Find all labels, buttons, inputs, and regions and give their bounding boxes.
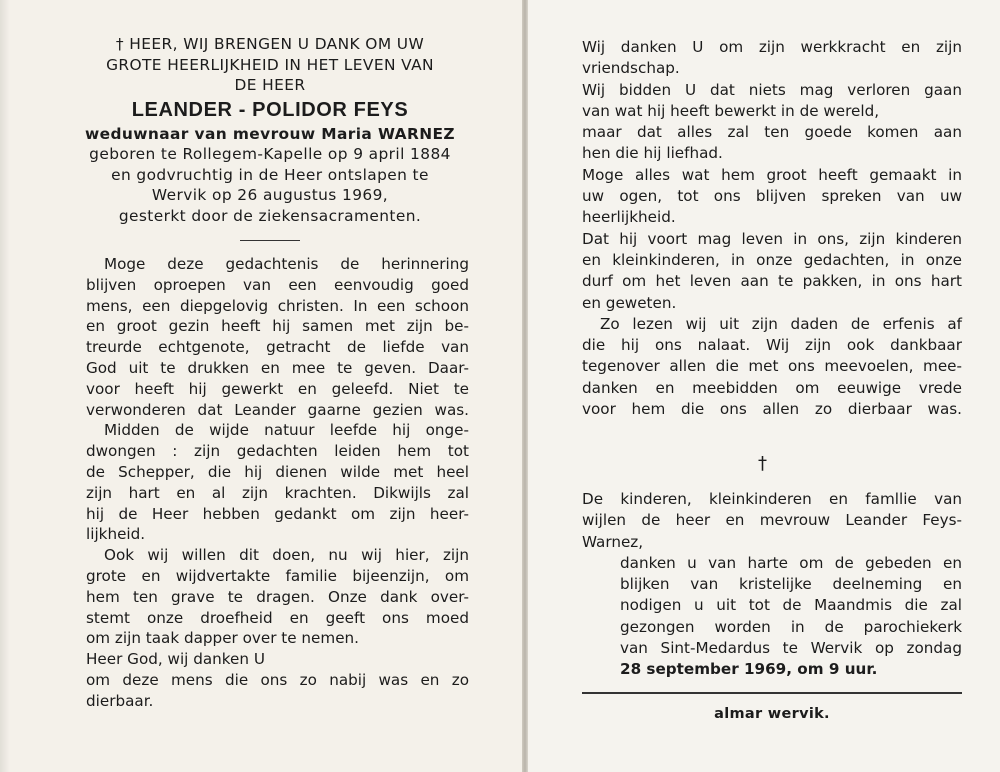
left-line: om zijn taak dapper over te nemen. <box>86 629 359 648</box>
family-line: blijken van kristelijke deelneming en <box>620 575 962 594</box>
right-line: tegenover allen die met ons meevoelen, mee- <box>582 357 962 376</box>
right-line: Moge alles wat hem groot heeft gemaakt in <box>582 165 962 184</box>
right-line: voor hem die ons allen zo dierbaar was. <box>582 400 962 419</box>
left-line: hem ten grave te dragen. Onze dank over- <box>86 587 469 606</box>
widower-line: weduwnaar van mevrouw Maria WARNEZ <box>85 124 455 143</box>
left-line: grote en wijdvertakte familie bijeenzijn, om <box>86 566 469 585</box>
page-edge-shadow <box>0 0 10 772</box>
family-line: danken u van harte om de gebeden en <box>620 553 962 572</box>
right-line: en geweten. <box>582 293 677 312</box>
right-line: maar dat alles zal ten goede komen aan <box>582 123 962 142</box>
right-line: uw ogen, tot ons blijven spreken van uw <box>582 187 962 206</box>
header-separator <box>240 240 300 241</box>
right-line: van wat hij heeft bewerkt in de wereld, <box>582 101 880 120</box>
left-line: lijkheid. <box>86 525 146 544</box>
family-announcement <box>582 489 962 681</box>
left-line: blijven oproepen van een eenvoudig goed <box>86 275 469 294</box>
right-body-text <box>582 37 962 420</box>
right-line: Dat hij voort mag leven in ons, zijn kinderen <box>582 229 962 248</box>
left-line: verwonderen dat Leander gaarne gezien was. <box>86 400 469 419</box>
left-line: Ook wij willen dit doen, nu wij hier, zijn <box>104 546 469 565</box>
left-line: Moge deze gedachtenis de herinnering <box>104 255 469 273</box>
sacraments-line: gesterkt door de ziekensacramenten. <box>118 206 422 225</box>
death-line-2: Wervik op 26 augustus 1969, <box>151 186 389 204</box>
right-line: Wij bidden U dat niets mag verloren gaan <box>582 80 962 99</box>
family-line: van Sint-Medardus te Wervik op zondag <box>620 639 962 658</box>
cross-symbol: † <box>758 453 767 474</box>
family-line: De kinderen, kleinkinderen en famllie van <box>582 490 962 508</box>
left-line: hij de Heer hebben gedankt om zijn heer- <box>86 504 469 523</box>
right-line: heerlijkheid. <box>582 208 676 227</box>
left-line: zijn hart en al zijn krachten. Dikwijls zal <box>86 483 469 502</box>
memorial-header <box>60 34 480 241</box>
right-line: durf om het leven aan te pakken, in ons hart <box>582 272 962 291</box>
left-line: de Schepper, die hij dienen wilde met heel <box>86 462 469 481</box>
header-line-2: GROTE HEERLIJKHEID IN HET LEVEN VAN <box>106 55 434 74</box>
left-line: en groot gezin heeft hij samen met zijn be- <box>86 317 469 336</box>
left-line: God uit te drukken en mee te geven. Daar- <box>86 358 469 377</box>
family-line: Warnez, <box>582 532 644 551</box>
left-line: om deze mens die ons zo nabij was en zo <box>86 670 469 689</box>
right-line: en kleinkinderen, in onze gedachten, in onze <box>582 250 962 269</box>
right-line: Zo lezen wij uit zijn daden de erfenis af <box>600 314 962 333</box>
header-line-3: DE HEER <box>234 76 306 94</box>
left-line: dierbaar. <box>86 691 154 710</box>
header-line-1: † HEER, WIJ BRENGEN U DANK OM UW <box>115 35 425 53</box>
deceased-name: LEANDER - POLIDOR FEYS <box>131 98 409 121</box>
right-line: hen die hij liefhad. <box>582 144 723 163</box>
left-body-text <box>86 254 469 712</box>
family-line: gezongen worden in de parochiekerk <box>620 617 962 636</box>
right-line: vriendschap. <box>582 59 680 78</box>
family-line: wijlen de heer en mevrouw Leander Feys- <box>582 511 962 530</box>
family-line: 28 september 1969, om 9 uur. <box>620 660 878 679</box>
left-line: treurde echtgenote, getracht de liefde van <box>86 338 469 357</box>
family-line: nodigen u uit tot de Maandmis die zal <box>620 596 962 615</box>
printer-credit: almar wervik. <box>714 706 830 722</box>
footer-rule <box>582 692 962 694</box>
right-line: danken en meebidden om eeuwige vrede <box>582 378 962 397</box>
left-line: Heer God, wij danken U <box>86 650 265 669</box>
death-line-1: en godvruchtig in de Heer ontslapen te <box>111 165 429 184</box>
left-line: Midden de wijde natuur leefde hij onge- <box>104 421 469 440</box>
left-line: mens, een diepgelovig christen. In een schoon <box>86 296 469 315</box>
left-line: voor heeft hij gewerkt en geleefd. Niet te <box>86 379 469 398</box>
left-line: dwongen : zijn gedachten leiden hem tot <box>86 442 469 461</box>
birth-line: geboren te Rollegem-Kapelle op 9 april 1884 <box>89 145 451 163</box>
left-line: stemt onze droefheid en geeft ons moed <box>86 608 469 627</box>
right-line: die hij ons nalaat. Wij zijn ook dankbaar <box>582 336 962 355</box>
right-line: Wij danken U om zijn werkkracht en zijn <box>582 38 962 56</box>
